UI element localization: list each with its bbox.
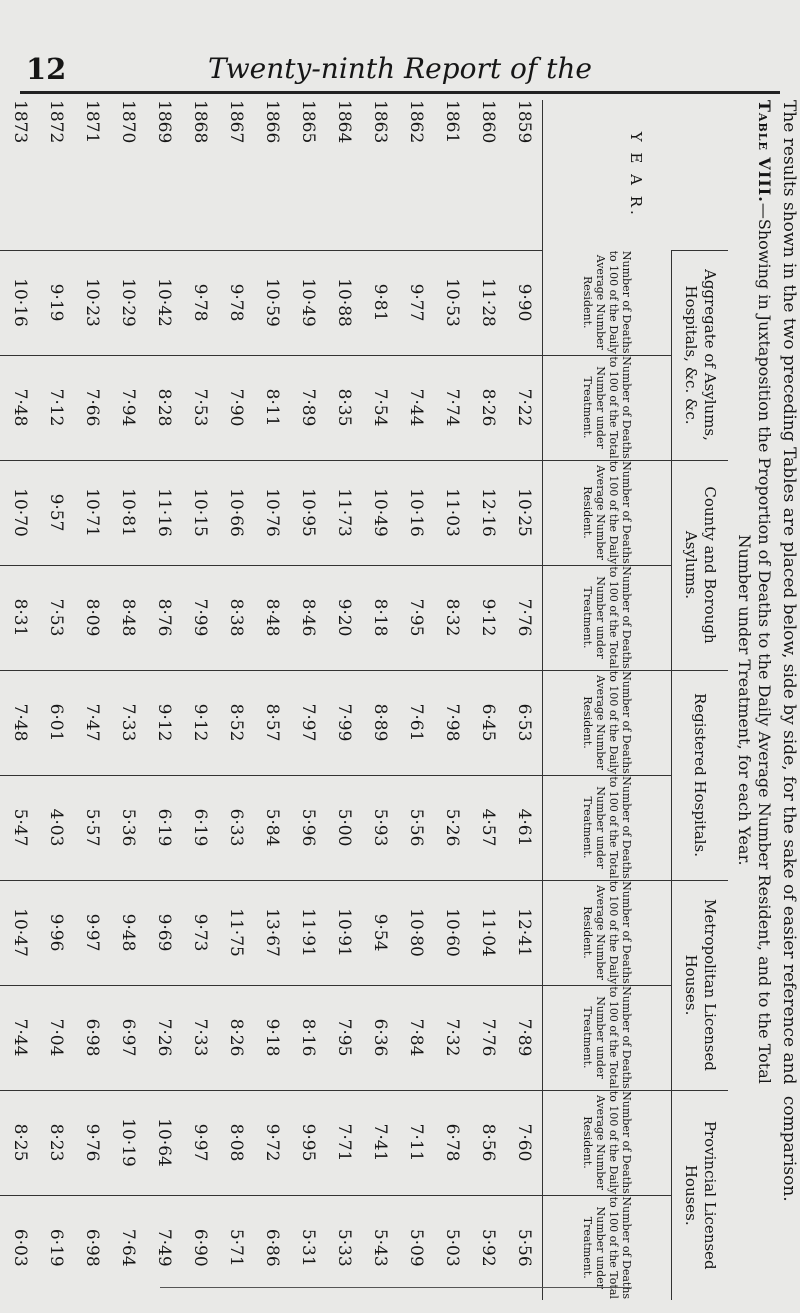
table-row [74, 100, 110, 1300]
value-cell: 8·08 [218, 1090, 254, 1195]
table-row [218, 100, 254, 1300]
value-cell: 7·44 [2, 985, 38, 1090]
value-cell: 7·04 [38, 985, 74, 1090]
page-header [0, 0, 800, 96]
value-cell: 7·48 [2, 355, 38, 460]
value-cell: 5·36 [110, 775, 146, 880]
value-cell: 7·47 [74, 670, 110, 775]
value-cell: 7·90 [218, 355, 254, 460]
value-cell: 8·18 [362, 565, 398, 670]
value-cell: 10·88 [326, 250, 362, 355]
value-cell: 7·76 [506, 565, 543, 670]
value-cell: 7·64 [110, 1195, 146, 1300]
value-cell: 7·54 [362, 355, 398, 460]
sub-header-treated: Number of Deaths to 100 of the Total Number under Treatment. [543, 775, 672, 880]
value-cell [0, 1090, 2, 1195]
table-row [434, 100, 470, 1300]
table-group-header-row [672, 100, 729, 1300]
year-cell [0, 100, 2, 250]
value-cell: 10·60 [434, 880, 470, 985]
year-label: Y E A R. [627, 131, 645, 218]
value-cell: 7·95 [398, 565, 434, 670]
value-cell: 6·45 [470, 670, 506, 775]
value-cell: 11·03 [434, 460, 470, 565]
value-cell: 7·53 [38, 565, 74, 670]
value-cell: 6·90 [182, 1195, 218, 1300]
value-cell: 11·28 [470, 250, 506, 355]
year-cell: 1862 [406, 100, 426, 144]
value-cell: 10·95 [290, 460, 326, 565]
value-cell: 9·12 [470, 565, 506, 670]
value-cell: 9·78 [218, 250, 254, 355]
value-cell: 10·81 [110, 460, 146, 565]
value-cell: 10·80 [398, 880, 434, 985]
table-row [398, 100, 434, 1300]
value-cell: 6·01 [38, 670, 74, 775]
value-cell: 8·23 [38, 1090, 74, 1195]
page-number: 12 [26, 52, 67, 86]
sub-header-resident: Number of Deaths to 100 of the Daily Average Number Resident. [543, 670, 672, 775]
sub-header-resident: Number of Deaths to 100 of the Daily Average Number Resident. [543, 1090, 672, 1195]
value-cell [0, 775, 2, 880]
value-cell: 5·26 [434, 775, 470, 880]
value-cell [0, 460, 2, 565]
value-cell: 10·25 [506, 460, 543, 565]
value-cell [0, 670, 2, 775]
value-cell: 8·32 [434, 565, 470, 670]
table-bottom-rule [160, 1287, 630, 1288]
value-cell: 7·89 [290, 355, 326, 460]
value-cell: 5·57 [74, 775, 110, 880]
value-cell: 4·03 [38, 775, 74, 880]
year-cell: 1866 [262, 100, 282, 144]
value-cell: 8·57 [254, 670, 290, 775]
value-cell: 8·48 [254, 565, 290, 670]
value-cell: 8·11 [254, 355, 290, 460]
value-cell: 7·95 [326, 985, 362, 1090]
value-cell: 9·81 [362, 250, 398, 355]
value-cell: 6·78 [434, 1090, 470, 1195]
table-row [290, 100, 326, 1300]
value-cell [0, 880, 2, 985]
value-cell: 5·56 [398, 775, 434, 880]
group-header-aggregate: Aggregate of Asylums, Hospitals, &c. &c. [672, 250, 729, 460]
value-cell: 7·99 [182, 565, 218, 670]
sub-header-resident: Number of Deaths to 100 of the Daily Average Number Resident. [543, 460, 672, 565]
value-cell: 7·60 [506, 1090, 543, 1195]
value-cell: 6·19 [146, 775, 182, 880]
value-cell: 5·09 [398, 1195, 434, 1300]
running-title: Twenty-ninth Report of the [208, 52, 592, 85]
value-cell: 7·41 [362, 1090, 398, 1195]
year-cell: 1860 [478, 100, 498, 144]
value-cell: 10·71 [74, 460, 110, 565]
value-cell: 7·94 [110, 355, 146, 460]
value-cell: 9·77 [398, 250, 434, 355]
value-cell: 7·32 [434, 985, 470, 1090]
year-cell: 1870 [118, 100, 138, 144]
table-row [182, 100, 218, 1300]
value-cell: 6·97 [110, 985, 146, 1090]
value-cell: 5·43 [362, 1195, 398, 1300]
value-cell: 8·26 [218, 985, 254, 1090]
value-cell: 9·18 [254, 985, 290, 1090]
table-body [0, 100, 543, 1300]
table-row [146, 100, 182, 1300]
header-rule [20, 91, 780, 94]
year-cell: 1867 [226, 100, 246, 144]
value-cell: 6·33 [218, 775, 254, 880]
caption-line-2: comparison. [779, 1095, 799, 1202]
value-cell: 8·28 [146, 355, 182, 460]
group-header-county-borough: County and Borough Asylums. [672, 460, 729, 670]
value-cell: 7·89 [506, 985, 543, 1090]
value-cell: 6·98 [74, 985, 110, 1090]
value-cell: 8·35 [326, 355, 362, 460]
year-cell: 1869 [154, 100, 174, 144]
year-cell: 1863 [370, 100, 390, 144]
value-cell: 9·90 [506, 250, 543, 355]
value-cell [0, 250, 2, 355]
value-cell: 7·22 [506, 355, 543, 460]
value-cell: 5·31 [290, 1195, 326, 1300]
value-cell: 7·44 [398, 355, 434, 460]
value-cell: 8·25 [2, 1090, 38, 1195]
table-row [38, 100, 74, 1300]
year-cell: 1873 [10, 100, 30, 144]
value-cell: 7·98 [434, 670, 470, 775]
year-cell: 1865 [298, 100, 318, 144]
value-cell: 13·67 [254, 880, 290, 985]
value-cell: 8·56 [470, 1090, 506, 1195]
sub-header-treated: Number of Deaths to 100 of the Total Number under Treatment. [543, 1195, 672, 1300]
value-cell: 7·84 [398, 985, 434, 1090]
value-cell: 5·56 [506, 1195, 543, 1300]
value-cell: 6·53 [506, 670, 543, 775]
value-cell: 6·36 [362, 985, 398, 1090]
table-sub-header-row [543, 100, 672, 1300]
value-cell: 5·92 [470, 1195, 506, 1300]
value-cell [0, 985, 2, 1090]
value-cell: 7·74 [434, 355, 470, 460]
value-cell: 6·86 [254, 1195, 290, 1300]
sub-header-resident: Number of Deaths to 100 of the Daily Average Number Resident. [543, 250, 672, 355]
value-cell: 10·47 [2, 880, 38, 985]
value-cell: 10·59 [254, 250, 290, 355]
data-table [0, 100, 728, 1300]
table-row [326, 100, 362, 1300]
value-cell: 10·64 [146, 1090, 182, 1195]
value-cell: 6·98 [74, 1195, 110, 1300]
value-cell: 10·49 [362, 460, 398, 565]
caption-line-1: The results shown in the two preceding Tables are placed below, side by side, for the sake of easier reference and [779, 100, 799, 1085]
value-cell: 11·91 [290, 880, 326, 985]
value-cell: 8·09 [74, 565, 110, 670]
value-cell: 8·76 [146, 565, 182, 670]
value-cell: 7·66 [74, 355, 110, 460]
year-cell: 1871 [82, 100, 102, 144]
table-row [254, 100, 290, 1300]
value-cell: 9·72 [254, 1090, 290, 1195]
value-cell: 7·11 [398, 1090, 434, 1195]
value-cell: 9·20 [326, 565, 362, 670]
value-cell: 10·42 [146, 250, 182, 355]
value-cell: 8·26 [470, 355, 506, 460]
year-cell: 1859 [514, 100, 534, 144]
sub-header-treated: Number of Deaths to 100 of the Total Number under Treatment. [543, 985, 672, 1090]
value-cell: 7·48 [2, 670, 38, 775]
value-cell: 5·47 [2, 775, 38, 880]
value-cell: 7·49 [146, 1195, 182, 1300]
sub-header-treated: Number of Deaths to 100 of the Total Number under Treatment. [543, 355, 672, 460]
value-cell: 10·70 [2, 460, 38, 565]
value-cell: 10·16 [398, 460, 434, 565]
value-cell: 6·03 [2, 1195, 38, 1300]
value-cell: 11·04 [470, 880, 506, 985]
value-cell: 5·33 [326, 1195, 362, 1300]
value-cell: 4·61 [506, 775, 543, 880]
table-row [470, 100, 506, 1300]
table-label: Table VIII. [755, 100, 774, 203]
value-cell: 9·97 [182, 1090, 218, 1195]
value-cell: 7·99 [326, 670, 362, 775]
value-cell: 9·76 [74, 1090, 110, 1195]
value-cell: 5·71 [218, 1195, 254, 1300]
value-cell: 7·26 [146, 985, 182, 1090]
value-cell: 8·38 [218, 565, 254, 670]
value-cell: 10·91 [326, 880, 362, 985]
table-title: —Showing in Juxtaposition the Proportion of Deaths to the Daily Average Number Resident, and to the Total [755, 202, 774, 1084]
year-cell: 1868 [190, 100, 210, 144]
value-cell: 4·57 [470, 775, 506, 880]
value-cell: 8·89 [362, 670, 398, 775]
caption-title-block [734, 100, 774, 1300]
value-cell: 10·29 [110, 250, 146, 355]
value-cell: 5·96 [290, 775, 326, 880]
value-cell: 7·61 [398, 670, 434, 775]
table-row [506, 100, 543, 1300]
value-cell: 10·49 [290, 250, 326, 355]
value-cell: 10·15 [182, 460, 218, 565]
value-cell: 9·12 [182, 670, 218, 775]
value-cell: 10·19 [110, 1090, 146, 1195]
group-header-registered-hospitals: Registered Hospitals. [672, 670, 729, 880]
table-row [0, 100, 2, 1300]
value-cell: 9·73 [182, 880, 218, 985]
value-cell: 7·33 [110, 670, 146, 775]
value-cell: 9·12 [146, 670, 182, 775]
table-row [2, 100, 38, 1300]
value-cell: 12·16 [470, 460, 506, 565]
table-subtitle: Number under Treatment, for each Year. [735, 534, 754, 866]
value-cell: 9·48 [110, 880, 146, 985]
value-cell: 9·57 [38, 460, 74, 565]
value-cell: 9·96 [38, 880, 74, 985]
value-cell: 8·16 [290, 985, 326, 1090]
value-cell: 10·53 [434, 250, 470, 355]
value-cell: 9·69 [146, 880, 182, 985]
value-cell: 7·71 [326, 1090, 362, 1195]
value-cell: 10·66 [218, 460, 254, 565]
value-cell: 12·41 [506, 880, 543, 985]
value-cell: 9·95 [290, 1090, 326, 1195]
value-cell [0, 1195, 2, 1300]
value-cell: 11·16 [146, 460, 182, 565]
sub-header-treated: Number of Deaths to 100 of the Total Number under Treatment. [543, 565, 672, 670]
rotated-table-block [10, 100, 800, 1300]
table-row [362, 100, 398, 1300]
value-cell: 5·00 [326, 775, 362, 880]
group-header-metropolitan: Metropolitan Licensed Houses. [672, 880, 729, 1090]
value-cell: 10·76 [254, 460, 290, 565]
year-cell: 1864 [334, 100, 354, 144]
group-header-provincial: Provincial Licensed Houses. [672, 1090, 729, 1300]
value-cell: 7·53 [182, 355, 218, 460]
value-cell: 11·73 [326, 460, 362, 565]
table-row [110, 100, 146, 1300]
value-cell: 8·46 [290, 565, 326, 670]
value-cell: 8·48 [110, 565, 146, 670]
value-cell: 5·03 [434, 1195, 470, 1300]
value-cell: 8·52 [218, 670, 254, 775]
value-cell [0, 565, 2, 670]
table-caption [774, 100, 800, 1300]
year-column-header [543, 100, 729, 250]
value-cell: 7·76 [470, 985, 506, 1090]
value-cell: 10·16 [2, 250, 38, 355]
value-cell: 9·97 [74, 880, 110, 985]
value-cell: 10·23 [74, 250, 110, 355]
value-cell: 9·54 [362, 880, 398, 985]
value-cell: 7·12 [38, 355, 74, 460]
value-cell: 6·19 [38, 1195, 74, 1300]
value-cell: 5·93 [362, 775, 398, 880]
value-cell: 9·78 [182, 250, 218, 355]
sub-header-resident: Number of Deaths to 100 of the Daily Average Number Resident. [543, 880, 672, 985]
value-cell: 6·19 [182, 775, 218, 880]
year-cell: 1861 [442, 100, 462, 144]
year-cell: 1872 [46, 100, 66, 144]
value-cell: 7·33 [182, 985, 218, 1090]
value-cell: 11·75 [218, 880, 254, 985]
value-cell: 5·84 [254, 775, 290, 880]
value-cell: 9·19 [38, 250, 74, 355]
value-cell [0, 355, 2, 460]
value-cell: 7·97 [290, 670, 326, 775]
value-cell: 8·31 [2, 565, 38, 670]
